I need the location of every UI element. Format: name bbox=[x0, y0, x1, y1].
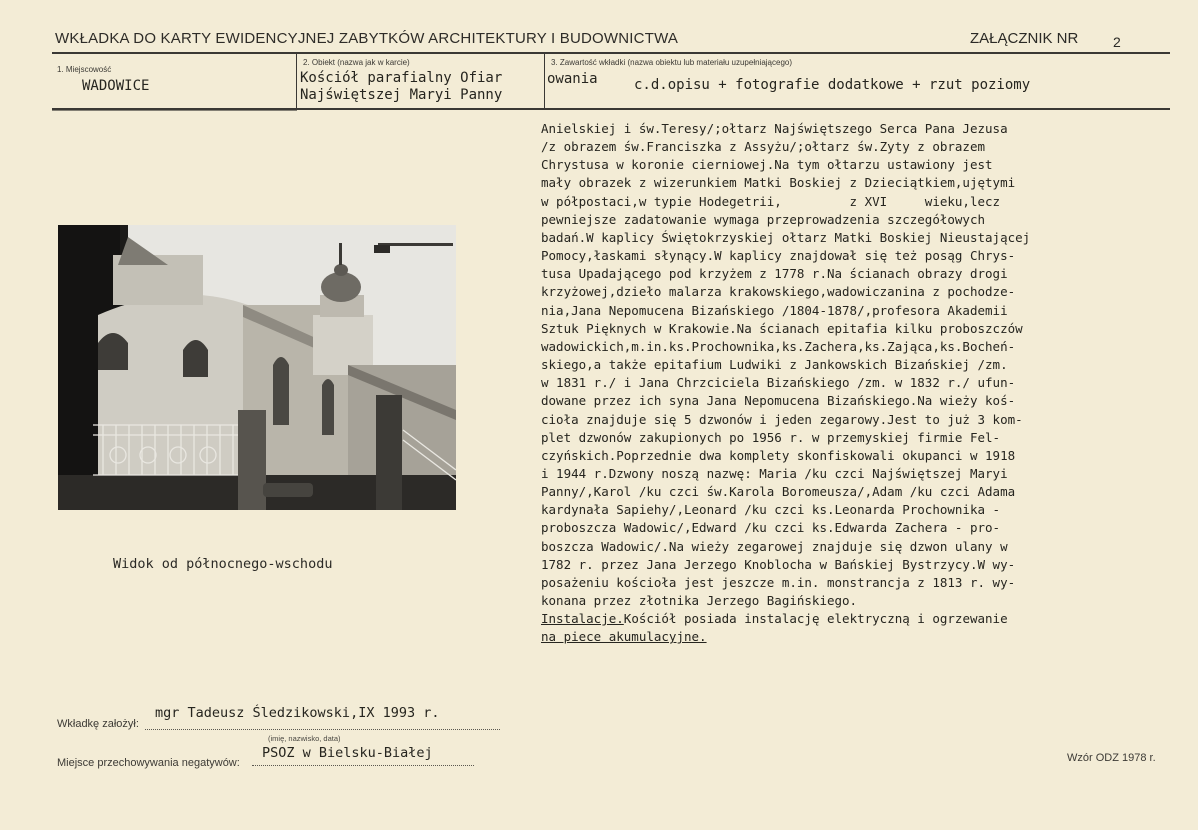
miejscowosc-label: 1. Miejscowość bbox=[57, 65, 112, 74]
text-line: czyńskich.Poprzednie dwa komplety skonfiskowali okupanci w 1918 bbox=[541, 447, 1016, 463]
instalacje-text-2: na piece akumulacyjne. bbox=[541, 629, 707, 645]
miejsce-value: PSOZ w Bielsku-Białej bbox=[262, 745, 433, 761]
zalacznik-number: 2 bbox=[1113, 34, 1121, 50]
obiekt-overflow: owania bbox=[547, 71, 598, 87]
text-line: proboszcza Wadowic/,Edward /ku czci ks.Edwarda Zachera - pro- bbox=[541, 520, 1001, 536]
zalozyl-value: mgr Tadeusz Śledzikowski,IX 1993 r. bbox=[155, 705, 440, 721]
instalacje-heading: Instalacje. bbox=[541, 611, 624, 627]
text-line: dowane przez ich syna Jana Nepomucena Bizańskiego.Na wieży koś- bbox=[541, 393, 1016, 409]
text-line: konana przez złotnika Jerzego Bagińskiego. bbox=[541, 593, 858, 609]
zalozyl-note: (imię, nazwisko, data) bbox=[268, 734, 341, 743]
text-line: i 1944 r.Dzwony noszą nazwę: Maria /ku czci Najświętszej Maryi bbox=[541, 465, 1008, 481]
church-photo-image bbox=[58, 225, 456, 510]
text-line: w półpostaci,w typie Hodegetrii, z XVI wieku,lecz bbox=[541, 193, 1001, 209]
left-column-rule bbox=[52, 110, 297, 111]
text-line: Pomocy,łaskami słynący.W kaplicy znajdował się też posąg Chrys- bbox=[541, 248, 1016, 264]
form-version: Wzór ODZ 1978 r. bbox=[1067, 752, 1156, 764]
text-line bbox=[541, 610, 1030, 628]
text-line: pewniejsze zadatowanie wymaga przeprowadzenia szczegółowych bbox=[541, 211, 986, 227]
text-line: krzyżowej,dzieło malarza krakowskiego,wadowiczanina z pochodze- bbox=[541, 284, 1016, 300]
text-line: cioła znajduje się 5 dzwonów i jeden zegarowy.Jest to już 3 kom- bbox=[541, 411, 1023, 427]
zawartosc-label: 3. Zawartość wkładki (nazwa obiektu lub materiału uzupełniającego) bbox=[551, 58, 793, 67]
zalacznik-label: ZAŁĄCZNIK NR bbox=[970, 30, 1079, 47]
text-line: posażeniu kościoła jest jeszcze m.in. monstrancja z 1813 r. wy- bbox=[541, 574, 1016, 590]
obiekt-line-1: Kościół parafialny Ofiar bbox=[300, 70, 503, 86]
text-line: plet dzwonów zakupionych po 1956 r. w przemyskiej firmie Fel- bbox=[541, 429, 1001, 445]
header-rule-top bbox=[52, 52, 1170, 54]
miejsce-label: Miejsce przechowywania negatywów: bbox=[57, 757, 240, 769]
text-line: Sztuk Pięknych w Krakowie.Na ścianach epitafia kilku proboszczów bbox=[541, 320, 1023, 336]
text-line: tusa Upadającego pod krzyżem z 1778 r.Na ścianach obrazy drogi bbox=[541, 266, 1008, 282]
text-line: Panny/,Karol /ku czci św.Karola Boromeusza/,Adam /ku czci Adama bbox=[541, 484, 1016, 500]
text-line: wadowickich,m.in.ks.Prochownika,ks.Zachera,ks.Zająca,ks.Bocheń- bbox=[541, 338, 1016, 354]
text-line bbox=[541, 628, 1030, 646]
obiekt-line-2: Najświętszej Maryi Panny bbox=[300, 87, 503, 103]
text-line: Anielskiej i św.Teresy/;ołtarz Najświętszego Serca Pana Jezusa bbox=[541, 121, 1008, 136]
text-line: mały obrazek z wizerunkiem Matki Boskiej z Dzieciątkiem,ujętymi bbox=[541, 175, 1016, 191]
description-text bbox=[541, 120, 1030, 647]
text-line: w 1831 r./ i Jana Chrzciciela Bizańskiego /zm. w 1832 r./ ufun- bbox=[541, 375, 1016, 391]
form-title: WKŁADKA DO KARTY EWIDENCYJNEJ ZABYTKÓW ARCHITEKTURY I BUDOWNICTWA bbox=[55, 30, 679, 47]
zalozyl-dotted-line bbox=[145, 729, 500, 730]
text-line: /z obrazem św.Franciszka z Assyżu/;ołtarz św.Zyty z obrazem bbox=[541, 139, 986, 155]
zawartosc-value: c.d.opisu + fotografie dodatkowe + rzut poziomy bbox=[634, 77, 1031, 93]
text-line: 1782 r. przez Jana Jerzego Knoblocha w Bańskiej Bystrzycy.W wy- bbox=[541, 556, 1016, 572]
text-line: badań.W kaplicy Świętokrzyskiej ołtarz Matki Boskiej Nieustającej bbox=[541, 229, 1031, 245]
church-photo bbox=[58, 225, 456, 510]
field-divider-2 bbox=[544, 54, 545, 108]
photo-caption: Widok od północnego-wschodu bbox=[113, 556, 333, 572]
obiekt-label: 2. Obiekt (nazwa jak w karcie) bbox=[303, 58, 410, 67]
text-line: skiego,a także epitafium Ludwiki z Jankowskich Bizańskiej /zm. bbox=[541, 357, 1008, 373]
miejscowosc-value: WADOWICE bbox=[82, 78, 150, 94]
field-divider-1 bbox=[296, 54, 297, 108]
miejsce-dotted-line bbox=[252, 765, 474, 766]
text-line: boszcza Wadowic/.Na wieży zegarowej znajduje się dzwon ulany w bbox=[541, 538, 1008, 554]
zalozyl-label: Wkładkę założył: bbox=[57, 718, 139, 730]
text-line: Chrystusa w koronie cierniowej.Na tym ołtarzu ustawiony jest bbox=[541, 157, 993, 173]
text-line: kardynała Sapiehy/,Leonard /ku czci ks.Leonarda Prochownika - bbox=[541, 502, 1001, 518]
instalacje-text: Kościół posiada instalację elektryczną i ogrzewanie bbox=[623, 611, 1008, 627]
text-line: nia,Jana Nepomucena Bizańskiego /1804-1878/,profesora Akademii bbox=[541, 302, 1008, 318]
